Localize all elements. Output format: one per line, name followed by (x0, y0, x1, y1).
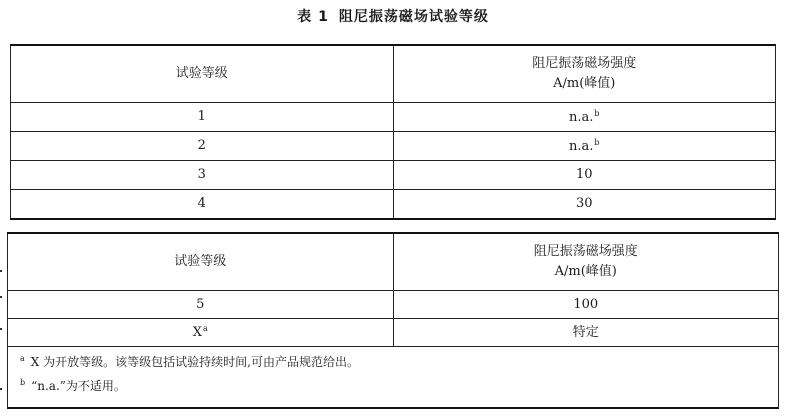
footnote-ref: b (594, 108, 600, 118)
strength-cell: 特定 (393, 319, 779, 347)
level-cell: 5 (8, 291, 394, 319)
table-row (11, 190, 776, 220)
header-test-level: 试验等级 (11, 45, 394, 103)
header-field-strength-label: 阻尼振荡磁场强度 (533, 244, 638, 260)
header-field-strength (393, 45, 776, 103)
footnote-mark: b (20, 378, 26, 387)
header-unit: A/m(峰值) (553, 76, 616, 91)
footnote-ref: b (594, 137, 600, 147)
scan-edge-mark (0, 388, 2, 390)
table-header-row (11, 45, 776, 103)
strength-cell: 10 (393, 161, 776, 190)
table-row (11, 161, 776, 190)
table-row (11, 132, 776, 161)
scan-edge-mark (0, 296, 2, 298)
level-value: X (192, 325, 202, 341)
level-cell: 3 (11, 161, 394, 190)
header-field-strength (393, 233, 779, 291)
test-level-table-2 (7, 232, 779, 347)
footnote-text: “n.a.”为不适用。 (31, 379, 126, 393)
footnote (20, 375, 778, 399)
strength-cell: 30 (393, 190, 776, 220)
strength-cell: 100 (393, 291, 779, 319)
scan-edge-mark (0, 270, 2, 272)
footnote-text: X 为开放等级。该等级包括试验持续时间,可由产品规范给出。 (30, 355, 359, 369)
table-number: 1 (318, 9, 329, 25)
level-cell: 1 (11, 103, 394, 132)
header-field-strength-label: 阻尼振荡磁场强度 (532, 56, 637, 72)
strength-cell (393, 132, 776, 161)
table-row (8, 291, 779, 319)
footnote-mark: a (20, 354, 25, 363)
table-footnotes (7, 343, 779, 409)
strength-cell (393, 103, 776, 132)
level-cell: 2 (11, 132, 394, 161)
strength-value: n.a. (568, 109, 594, 125)
strength-value: n.a. (568, 138, 594, 154)
test-level-table-1 (10, 44, 776, 220)
header-unit: A/m(峰值) (554, 264, 617, 279)
footnote (20, 351, 778, 375)
header-test-level: 试验等级 (8, 233, 394, 291)
scan-edge-mark (0, 328, 2, 330)
table-title-text: 阻尼振荡磁场试验等级 (338, 9, 489, 25)
table-row (11, 103, 776, 132)
table-header-row (8, 233, 779, 291)
table-title-prefix: 表 (297, 9, 313, 25)
footnote-ref: a (202, 324, 208, 334)
table-title (0, 6, 786, 26)
level-cell: 4 (11, 190, 394, 220)
